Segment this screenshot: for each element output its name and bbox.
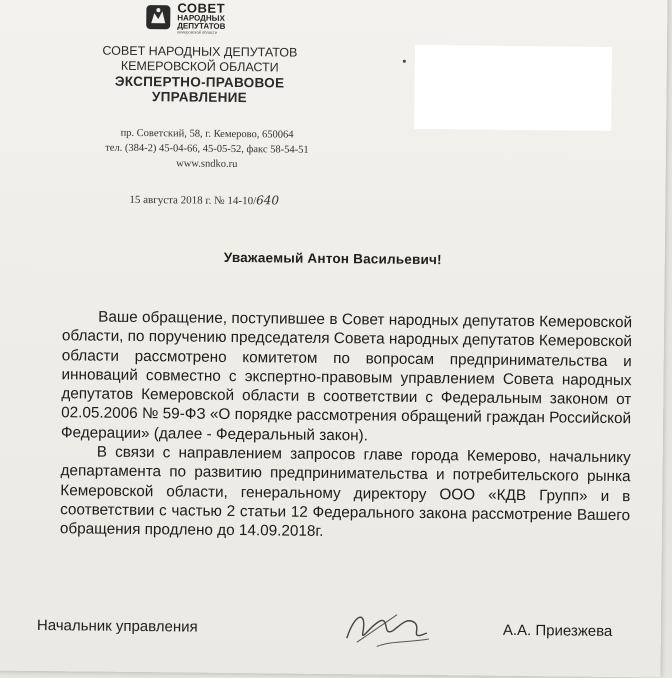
speck [403,60,406,63]
number-handwritten: 640 [256,193,280,208]
emblem-icon [145,4,171,30]
number-printed: 14-10/ [227,194,257,208]
address: пр. Советский, 58, г. Кемерово, 650064 [120,127,294,141]
org-line-1: СОВЕТ НАРОДНЫХ ДЕПУТАТОВ [102,43,298,60]
contact-block [62,125,352,173]
date-number-line [129,192,279,208]
logo-word-4: кемеровской области [177,28,218,35]
redacted-recipient-block [414,45,612,131]
number-label: № [214,194,225,207]
signatory-name: А.А. Приезжева [502,621,613,640]
letter-body [60,307,632,545]
salutation: Уважаемый Антон Васильевич! [223,249,442,268]
logo-word-3: ДЕПУТАТОВ [177,20,226,31]
body-paragraph-2: В связи с направлением запросов главе города Кемерово, начальнику департамента по развитию предпринимательства и потребительского рынка Кемеровской области, генеральному директору ООО «КДВ Групп» и в соответствии с частью 2 статьи 12 Федерального закона рассмотрение Вашего обращения продлено до 14.09.2018г. [59,443,631,541]
website: www.sndko.ru [176,158,238,171]
org-line-3: ЭКСПЕРТНО-ПРАВОВОЕ [114,73,285,91]
council-logo [145,0,265,35]
signatory-title: Начальник управления [36,616,198,636]
org-line-2: КЕМЕРОВСКОЙ ОБЛАСТИ [120,58,279,75]
org-line-4: УПРАВЛЕНИЕ [151,89,248,106]
organization-name [94,44,305,106]
logo-word-1: СОВЕТ [177,0,226,16]
logo-word-2: НАРОДНЫХ [177,12,225,23]
body-paragraph-1: Ваше обращение, поступившее в Совет народных депутатов Кемеровской области, по поручению председателя Совета народных депутатов Кемеровской области рассмотрено комитетом по вопросам предпринимательства и инноваций совместно с экспертно-правовым управлением Совета народных депутатов Кемеровской области в соответствии с Федеральным законом от 02.05.2006 № 59-ФЗ «О порядке рассмотрения обращений граждан Российской Федерации» (далее - Федеральный закон). [60,308,633,445]
phones: тел. (384-2) 45-04-66, 45-05-52, факс 58-54-51 [105,142,309,156]
handwritten-signature [337,602,447,651]
letter-date: 15 августа 2018 г. [129,193,212,207]
signature-row [36,616,637,640]
